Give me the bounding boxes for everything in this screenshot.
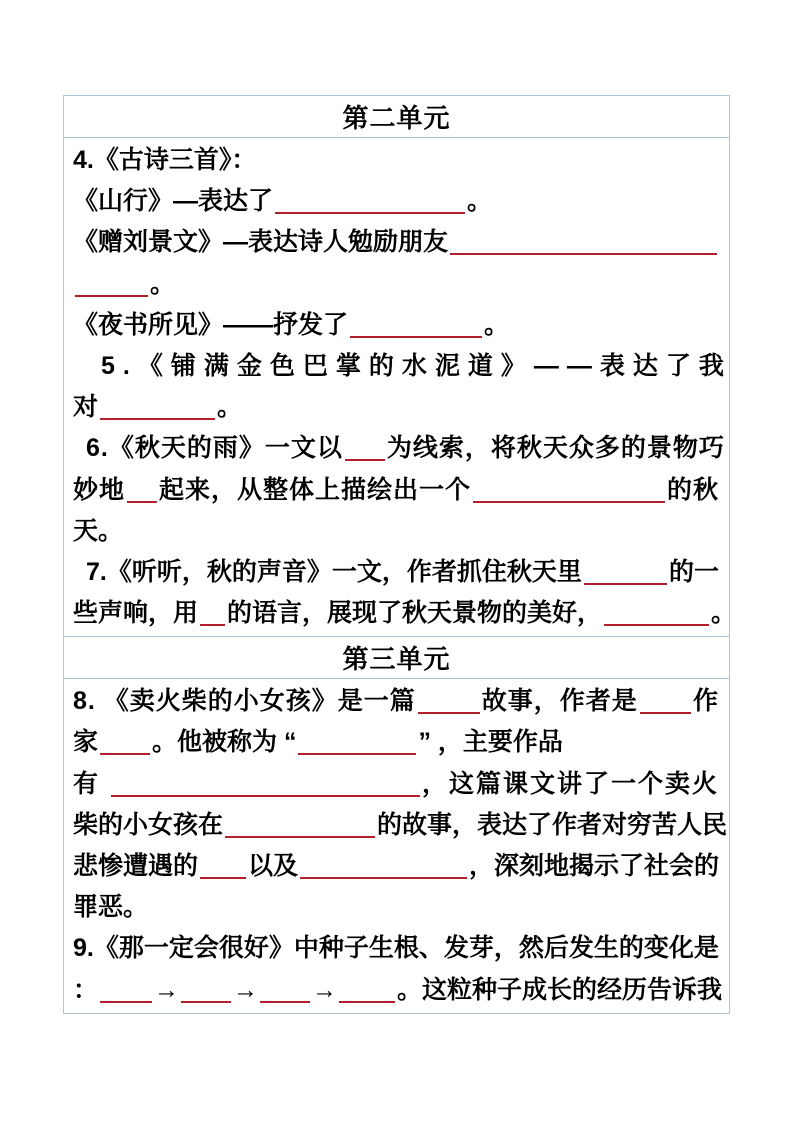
text-segment: 5.《铺满金色巴掌的水泥道》——表达了我 bbox=[101, 351, 732, 380]
fill-in-blank bbox=[100, 418, 215, 420]
text-line bbox=[73, 181, 719, 222]
unit-content-unit-2 bbox=[64, 137, 737, 636]
text-segment: 《夜书所见》——抒发了 bbox=[73, 310, 349, 339]
text-segment: 9.《那一定会很好》中种子生根、发芽，然后发生的变化是 bbox=[73, 934, 719, 963]
fill-in-blank bbox=[345, 459, 385, 461]
text-segment: 的秋 bbox=[666, 475, 719, 504]
fill-in-blank bbox=[75, 295, 148, 297]
fill-in-blank bbox=[339, 1001, 395, 1003]
fill-in-blank bbox=[350, 336, 482, 338]
fill-in-blank bbox=[300, 877, 467, 879]
text-line bbox=[73, 887, 719, 928]
text-segment: 。 bbox=[484, 310, 510, 339]
text-segment: 的一 bbox=[668, 557, 719, 586]
unit-content-unit-3 bbox=[64, 678, 729, 1013]
text-line bbox=[73, 681, 719, 722]
fill-in-blank bbox=[584, 583, 667, 585]
text-segment: 有 bbox=[73, 769, 109, 798]
text-segment: ，这篇课文讲了一个卖火 bbox=[421, 769, 719, 798]
text-line bbox=[73, 264, 719, 305]
fill-in-blank bbox=[298, 753, 416, 755]
text-segment: 的语言，展现了秋天景物的美好， bbox=[227, 599, 603, 628]
fill-in-blank bbox=[450, 253, 717, 255]
fill-in-blank bbox=[181, 1001, 231, 1003]
text-line bbox=[73, 764, 719, 805]
text-line bbox=[73, 305, 719, 346]
text-segment: 起来，从整体上描绘出一个 bbox=[159, 475, 472, 504]
text-segment: ” ，主要作品 bbox=[418, 728, 563, 757]
unit-title: 第三单元 bbox=[342, 644, 451, 675]
text-segment: 7.《听听，秋的声音》一文，作者抓住秋天里 bbox=[86, 557, 582, 586]
text-segment: 。 bbox=[467, 187, 493, 216]
text-segment: 妙地 bbox=[73, 475, 126, 504]
text-line bbox=[73, 928, 719, 969]
text-line bbox=[73, 511, 719, 552]
fill-in-blank bbox=[200, 877, 246, 879]
text-segment: → bbox=[312, 975, 338, 1004]
fill-in-blank bbox=[200, 624, 225, 626]
unit-header bbox=[64, 96, 729, 137]
text-segment: 作 bbox=[692, 687, 719, 716]
text-segment: 些声响，用 bbox=[73, 599, 199, 628]
fill-in-blank bbox=[275, 212, 465, 214]
text-line bbox=[73, 387, 719, 428]
fill-in-blank bbox=[260, 1001, 310, 1003]
text-segment: 的故事，表达了作者对穷苦人民 bbox=[377, 810, 728, 839]
text-segment: 对 bbox=[73, 393, 99, 422]
fill-in-blank bbox=[100, 1001, 152, 1003]
text-line bbox=[73, 593, 737, 634]
text-line bbox=[73, 805, 728, 846]
text-segment: 家 bbox=[73, 728, 99, 757]
text-line bbox=[73, 470, 719, 511]
text-segment: 。他被称为 “ bbox=[152, 728, 297, 757]
text-segment: 天。 bbox=[73, 516, 124, 545]
worksheet-table bbox=[63, 95, 737, 1014]
text-segment: 。 bbox=[150, 269, 176, 298]
text-segment: 《赠刘景文》—表达诗人勉励朋友 bbox=[73, 228, 449, 257]
text-segment: 以及 bbox=[248, 852, 299, 880]
text-segment: 。这粒种子成长的经历告诉我 bbox=[397, 975, 723, 1004]
fill-in-blank bbox=[418, 712, 480, 714]
unit-header bbox=[64, 636, 729, 678]
fill-in-blank bbox=[604, 624, 709, 626]
text-segment: 《山行》—表达了 bbox=[73, 187, 274, 216]
text-line bbox=[73, 846, 719, 887]
text-segment: 故事，作者是 bbox=[481, 687, 638, 716]
fill-in-blank bbox=[473, 501, 665, 503]
text-line bbox=[73, 222, 719, 263]
text-segment: 4.《古诗三首》： bbox=[73, 146, 257, 174]
text-segment: 。 bbox=[217, 393, 243, 422]
text-segment: → bbox=[154, 975, 180, 1004]
text-segment: 罪恶。 bbox=[73, 893, 149, 922]
fill-in-blank bbox=[225, 836, 375, 838]
text-segment: 为线索，将秋天众多的景物巧 bbox=[386, 434, 725, 463]
text-line bbox=[73, 970, 723, 1011]
fill-in-blank bbox=[127, 501, 157, 503]
fill-in-blank bbox=[111, 795, 420, 797]
text-segment: 悲惨遭遇的 bbox=[73, 852, 199, 880]
text-segment: 柴的小女孩在 bbox=[73, 810, 224, 839]
text-line bbox=[73, 722, 719, 763]
fill-in-blank bbox=[100, 753, 150, 755]
text-line bbox=[73, 428, 725, 469]
text-segment: ，深刻地揭示了社会的 bbox=[468, 852, 719, 880]
text-segment: 8. 《卖火柴的小女孩》是一篇 bbox=[73, 687, 416, 716]
text-segment: 6.《秋天的雨》一文以 bbox=[86, 434, 343, 463]
unit-title: 第二单元 bbox=[342, 103, 451, 133]
text-segment: ： bbox=[73, 975, 99, 1004]
fill-in-blank bbox=[640, 712, 691, 714]
text-segment: → bbox=[233, 975, 259, 1004]
text-line bbox=[73, 552, 719, 593]
text-segment: 。 bbox=[711, 599, 737, 628]
text-line bbox=[73, 140, 719, 181]
text-line bbox=[73, 346, 732, 387]
